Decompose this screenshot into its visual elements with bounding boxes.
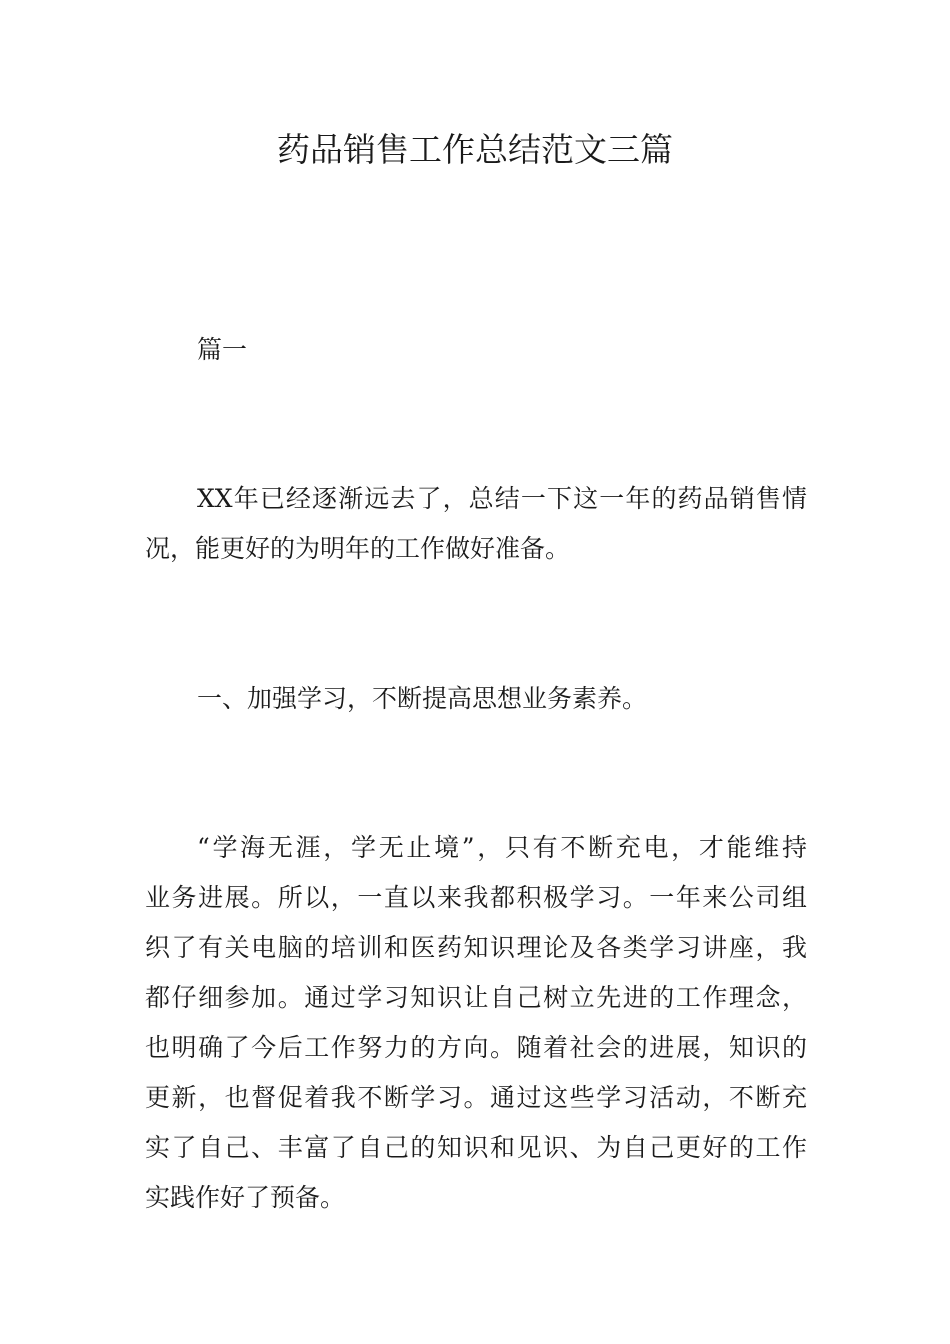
paragraph-line-7: 实了自己、丰富了自己的知识和见识、为自己更好的工作 [145, 1133, 807, 1162]
paragraph-line-3: 织了有关电脑的培训和医药知识理论及各类学习讲座，我 [145, 933, 807, 962]
paragraph-line-6: 更新，也督促着我不断学习。通过这些学习活动，不断充 [145, 1083, 807, 1112]
intro-line-1: XX年已经逐渐远去了，总结一下这一年的药品销售情 [197, 484, 807, 513]
paragraph-line-4: 都仔细参加。通过学习知识让自己树立先进的工作理念， [145, 983, 807, 1012]
intro-line-2: 况，能更好的为明年的工作做好准备。 [145, 534, 571, 563]
paragraph-line-5: 也明确了今后工作努力的方向。随着社会的进展，知识的 [145, 1033, 807, 1062]
paragraph-line-1: “学海无涯，学无止境”，只有不断充电，才能维持 [197, 833, 807, 862]
document-title: 药品销售工作总结范文三篇 [277, 130, 673, 169]
section-label: 篇一 [197, 335, 248, 364]
section-heading: 一、加强学习，不断提高思想业务素养。 [197, 684, 648, 713]
paragraph-line-8: 实践作好了预备。 [145, 1183, 346, 1212]
paragraph-line-2: 业务进展。所以，一直以来我都积极学习。一年来公司组 [145, 883, 807, 912]
